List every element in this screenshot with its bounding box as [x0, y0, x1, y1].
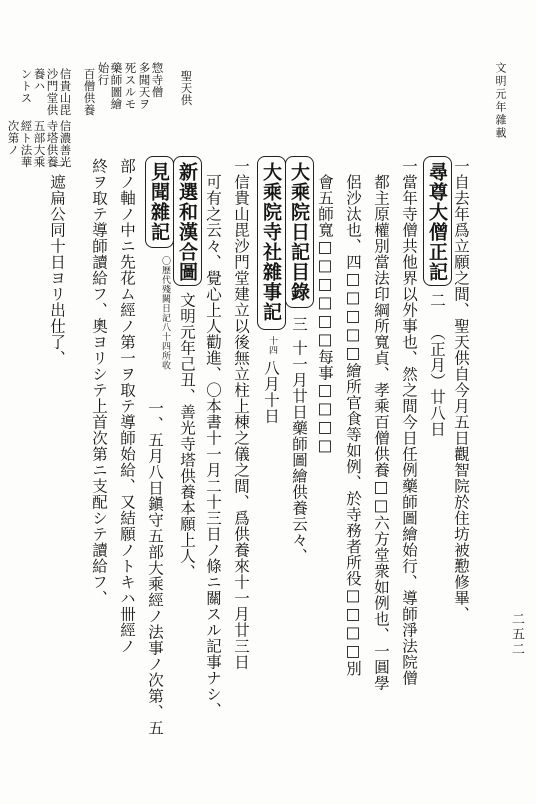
margin-lower-9: 次第ノ [6, 120, 21, 156]
section-heading: 見聞雜記 [148, 162, 170, 242]
page-number: 二五二 [509, 612, 524, 657]
body-line: 可有之云々、覺心上人勸進、〇本書十一月二十三日ノ條ニ關スル記事ナシ、 [204, 174, 222, 718]
margin-note-5: 始行 [96, 62, 111, 86]
margin-note-6: 百僧供養 [82, 68, 97, 116]
margin-lower-6: 寺塔供養 [45, 120, 60, 168]
margin-lower-3: 養ハ [32, 68, 47, 92]
section-heading: 新選和漢合圖 [176, 162, 198, 282]
margin-note-3: 死スルモ [123, 62, 138, 110]
body-line: 侶沙汰也、四□□□□□繪所官食等如例、於寺務者所役□□□□別 [344, 174, 362, 677]
heading-date: （正月）廿八日 [428, 325, 446, 437]
body-line: 會五師寬□□□□□□每事□□□□ [316, 174, 334, 455]
body-line: 部ノ軸ノ中ニ先花ム經ノ第一ヲ取テ導師始給、又結願ノトキハ卌經ノ [118, 158, 136, 654]
margin-note-4: 藥師圖繪 [109, 62, 124, 110]
running-head: 文明元年雜載 [494, 62, 507, 140]
margin-note-1: 惣寺僧 [150, 62, 165, 98]
body-line: 十一月廿日藥師圖繪供養云々、 [290, 340, 308, 564]
heading-suffix: 三 [290, 316, 308, 332]
margin-note-top: 聖天供 [179, 70, 194, 106]
section-heading: 大乘院寺社雜事記 [260, 162, 282, 322]
body-line: 終ヲ取テ導師讀給フ、奧ヨリシテ上首次第ニ支配シテ讀給フ、 [90, 158, 108, 606]
source-note: 〇歷代殘闕日記八十四所收 [160, 256, 170, 370]
heading-suffix: 十四 [267, 336, 277, 355]
margin-lower-7: 五部大乘 [32, 120, 47, 168]
section-heading: 大乘院日記目錄 [288, 162, 310, 302]
margin-lower-1: 信貴山毘 [58, 68, 73, 116]
body-line: 一、五月八日鎭守五部大乘經ノ法事ノ次第、五 [146, 400, 164, 736]
body-line: 一自去年爲立願之間、聖天供自今月五日觀智院於住坊被懃修畢、 [452, 158, 470, 622]
heading-date: 八月十日 [262, 360, 280, 424]
margin-lower-2: 沙門堂供 [45, 68, 60, 116]
body-line: 一當年寺僧共他界以外事也、然之間今日任例藥師圖繪始行、導師淨法院僧 [400, 158, 418, 686]
body-line: 都主原權別當法印綱所寬貞、孝乘百僧供養□□六方堂衆如例也、一圓學 [372, 174, 390, 691]
body-line: 一信貴山毘沙門堂建立以後無立柱上棟之儀之間、爲供養來十一月廿三日 [232, 158, 250, 670]
margin-lower-4: ントス [19, 68, 34, 104]
section-heading: 尋尊大僧正記 [426, 162, 448, 282]
margin-lower-5: 信濃善光 [58, 120, 73, 168]
body-line: 一遮扁公同十日ヨリ出仕了、 [48, 158, 66, 366]
body-line: 文明元年己丑、善光寺塔供養本願上人、 [178, 292, 196, 580]
margin-note-2: 多聞天ヲ [137, 62, 152, 110]
heading-suffix: 二 [428, 292, 446, 308]
margin-lower-8: 經ト法華 [19, 120, 34, 168]
